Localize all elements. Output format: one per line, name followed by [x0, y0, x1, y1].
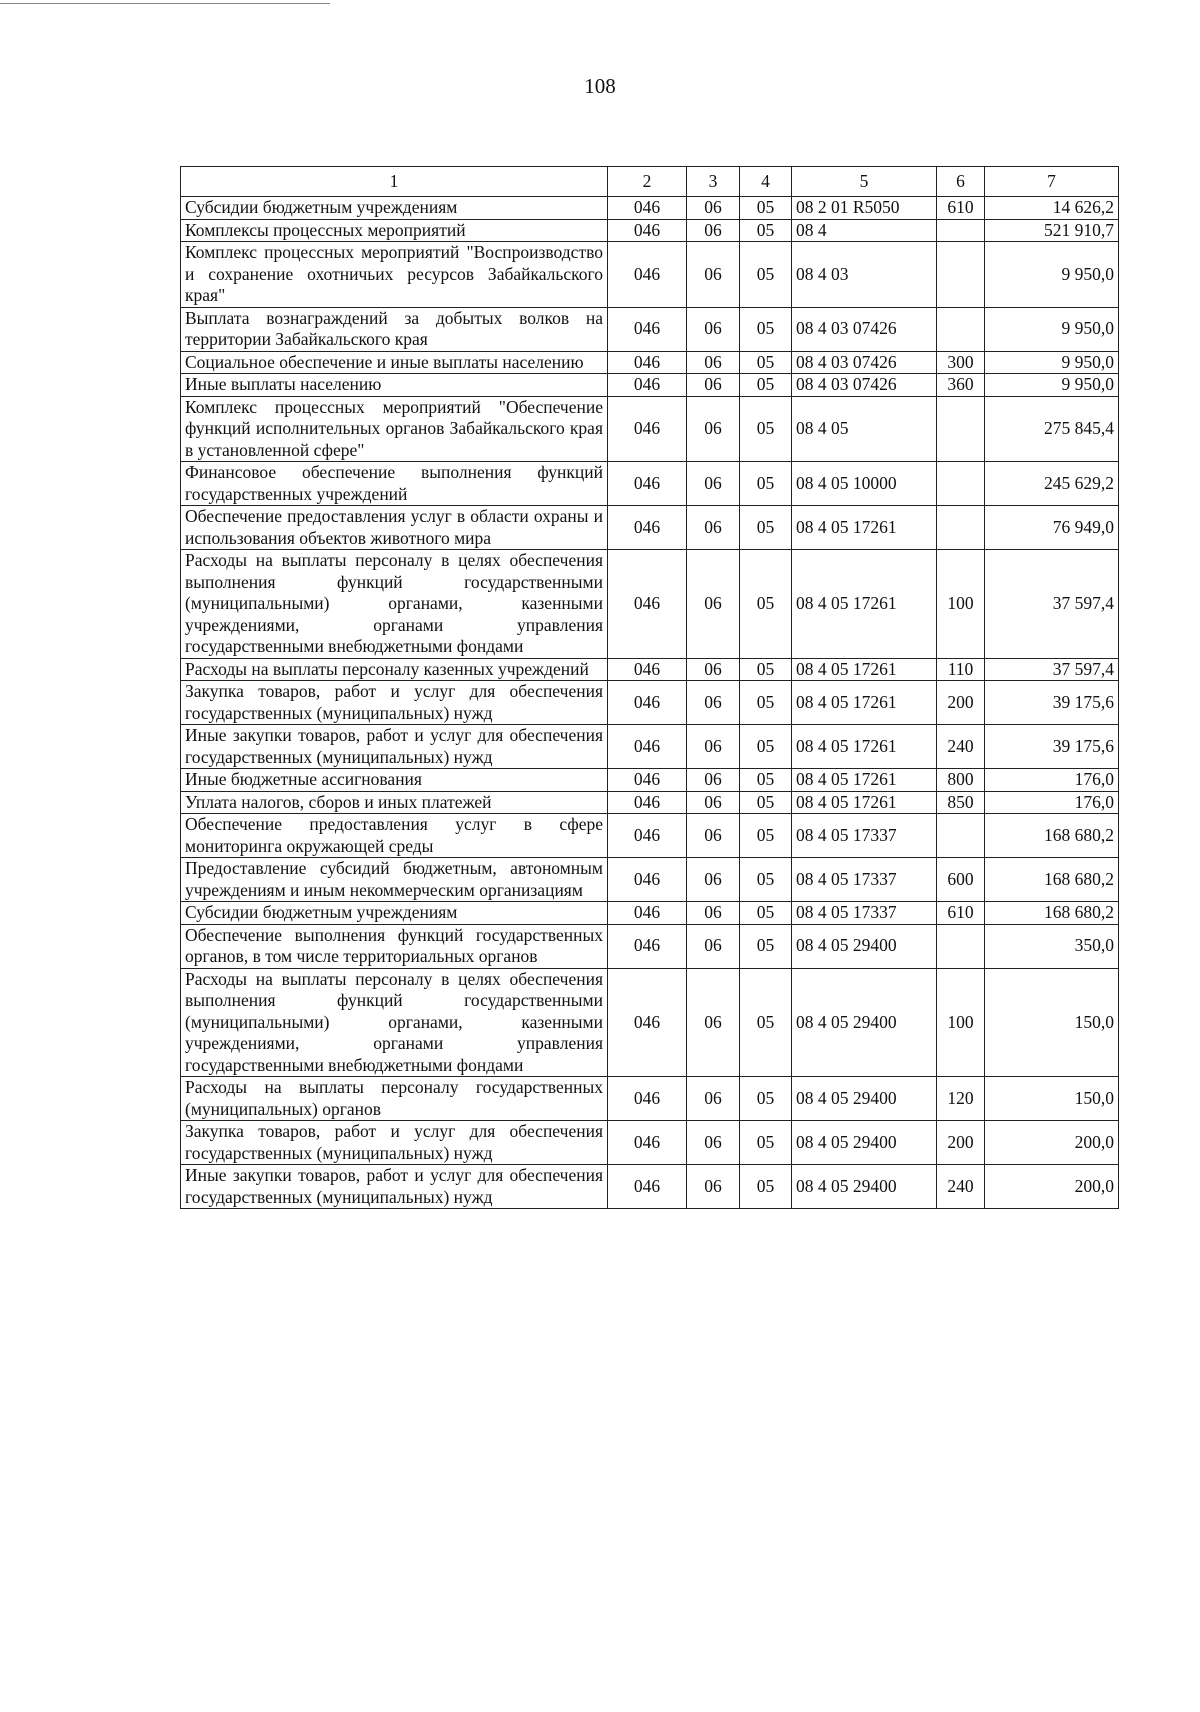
row-subsection-cell: 05 [740, 462, 792, 506]
row-name-cell: Финансовое обеспечение выполнения функций государственных учреждений [181, 462, 608, 506]
row-target-article-cell: 08 4 05 17337 [792, 858, 937, 902]
row-target-article-cell: 08 4 05 17261 [792, 506, 937, 550]
row-admin-code-cell: 046 [608, 814, 687, 858]
row-target-article-cell: 08 4 05 17261 [792, 658, 937, 681]
row-expense-type-cell [937, 219, 985, 242]
table-row [181, 462, 1119, 506]
row-target-article-cell: 08 4 05 29400 [792, 1165, 937, 1209]
table-row [181, 814, 1119, 858]
table-row [181, 1121, 1119, 1165]
row-name-cell: Обеспечение выполнения функций государственных органов, в том числе территориальных органов [181, 924, 608, 968]
row-expense-type-cell [937, 462, 985, 506]
row-subsection-cell: 05 [740, 550, 792, 659]
row-target-article-cell: 08 2 01 R5050 [792, 197, 937, 220]
table-row [181, 924, 1119, 968]
row-amount-cell: 245 629,2 [985, 462, 1119, 506]
row-section-cell: 06 [687, 858, 740, 902]
table-row [181, 506, 1119, 550]
row-section-cell: 06 [687, 725, 740, 769]
table-row [181, 791, 1119, 814]
row-admin-code-cell: 046 [608, 902, 687, 925]
row-target-article-cell: 08 4 05 17261 [792, 769, 937, 792]
header-cell-4: 4 [740, 167, 792, 197]
row-subsection-cell: 05 [740, 924, 792, 968]
row-target-article-cell: 08 4 05 10000 [792, 462, 937, 506]
row-expense-type-cell: 610 [937, 902, 985, 925]
row-name-cell: Расходы на выплаты персоналу государственных (муниципальных) органов [181, 1077, 608, 1121]
row-section-cell: 06 [687, 197, 740, 220]
row-amount-cell: 350,0 [985, 924, 1119, 968]
row-target-article-cell: 08 4 03 07426 [792, 374, 937, 397]
row-target-article-cell: 08 4 03 07426 [792, 307, 937, 351]
row-name-cell: Комплексы процессных мероприятий [181, 219, 608, 242]
row-amount-cell: 9 950,0 [985, 242, 1119, 308]
row-amount-cell: 37 597,4 [985, 550, 1119, 659]
row-admin-code-cell: 046 [608, 858, 687, 902]
row-amount-cell: 9 950,0 [985, 374, 1119, 397]
row-subsection-cell: 05 [740, 1121, 792, 1165]
row-subsection-cell: 05 [740, 307, 792, 351]
row-subsection-cell: 05 [740, 197, 792, 220]
row-name-cell: Выплата вознаграждений за добытых волков на территории Забайкальского края [181, 307, 608, 351]
row-subsection-cell: 05 [740, 968, 792, 1077]
row-subsection-cell: 05 [740, 791, 792, 814]
row-subsection-cell: 05 [740, 658, 792, 681]
row-section-cell: 06 [687, 814, 740, 858]
row-expense-type-cell [937, 307, 985, 351]
header-cell-1: 1 [181, 167, 608, 197]
row-name-cell: Субсидии бюджетным учреждениям [181, 902, 608, 925]
row-amount-cell: 176,0 [985, 791, 1119, 814]
row-admin-code-cell: 046 [608, 1165, 687, 1209]
row-name-cell: Иные закупки товаров, работ и услуг для обеспечения государственных (муниципальных) нужд [181, 1165, 608, 1209]
row-section-cell: 06 [687, 1077, 740, 1121]
row-admin-code-cell: 046 [608, 924, 687, 968]
row-section-cell: 06 [687, 769, 740, 792]
row-expense-type-cell [937, 396, 985, 462]
row-expense-type-cell: 120 [937, 1077, 985, 1121]
row-name-cell: Иные бюджетные ассигнования [181, 769, 608, 792]
row-amount-cell: 39 175,6 [985, 725, 1119, 769]
row-admin-code-cell: 046 [608, 374, 687, 397]
row-subsection-cell: 05 [740, 769, 792, 792]
row-subsection-cell: 05 [740, 242, 792, 308]
row-section-cell: 06 [687, 307, 740, 351]
row-subsection-cell: 05 [740, 725, 792, 769]
table-row [181, 197, 1119, 220]
row-expense-type-cell [937, 242, 985, 308]
budget-table [180, 166, 1119, 1209]
row-target-article-cell: 08 4 03 [792, 242, 937, 308]
row-admin-code-cell: 046 [608, 769, 687, 792]
row-admin-code-cell: 046 [608, 307, 687, 351]
row-expense-type-cell [937, 506, 985, 550]
row-amount-cell: 521 910,7 [985, 219, 1119, 242]
row-admin-code-cell: 046 [608, 462, 687, 506]
row-section-cell: 06 [687, 374, 740, 397]
row-subsection-cell: 05 [740, 1165, 792, 1209]
row-amount-cell: 9 950,0 [985, 307, 1119, 351]
row-expense-type-cell: 200 [937, 1121, 985, 1165]
row-section-cell: 06 [687, 1121, 740, 1165]
row-expense-type-cell: 100 [937, 968, 985, 1077]
table-row [181, 396, 1119, 462]
header-cell-6: 6 [937, 167, 985, 197]
row-admin-code-cell: 046 [608, 681, 687, 725]
table-row [181, 858, 1119, 902]
row-admin-code-cell: 046 [608, 351, 687, 374]
row-name-cell: Субсидии бюджетным учреждениям [181, 197, 608, 220]
row-section-cell: 06 [687, 550, 740, 659]
table-row [181, 219, 1119, 242]
row-section-cell: 06 [687, 242, 740, 308]
row-target-article-cell: 08 4 [792, 219, 937, 242]
row-subsection-cell: 05 [740, 814, 792, 858]
row-expense-type-cell: 610 [937, 197, 985, 220]
row-section-cell: 06 [687, 924, 740, 968]
row-subsection-cell: 05 [740, 219, 792, 242]
row-amount-cell: 168 680,2 [985, 902, 1119, 925]
row-amount-cell: 176,0 [985, 769, 1119, 792]
row-expense-type-cell [937, 924, 985, 968]
row-target-article-cell: 08 4 05 17261 [792, 725, 937, 769]
row-target-article-cell: 08 4 05 17337 [792, 902, 937, 925]
row-name-cell: Расходы на выплаты персоналу в целях обеспечения выполнения функций государственными (муниципальными) органами, казенными учреждениями, органами управления государственными внебюджетными фондами [181, 968, 608, 1077]
row-target-article-cell: 08 4 03 07426 [792, 351, 937, 374]
row-amount-cell: 275 845,4 [985, 396, 1119, 462]
row-amount-cell: 150,0 [985, 1077, 1119, 1121]
row-target-article-cell: 08 4 05 [792, 396, 937, 462]
row-section-cell: 06 [687, 902, 740, 925]
row-section-cell: 06 [687, 396, 740, 462]
row-target-article-cell: 08 4 05 17261 [792, 681, 937, 725]
row-subsection-cell: 05 [740, 506, 792, 550]
table-row [181, 902, 1119, 925]
header-cell-5: 5 [792, 167, 937, 197]
row-amount-cell: 14 626,2 [985, 197, 1119, 220]
row-admin-code-cell: 046 [608, 242, 687, 308]
row-expense-type-cell: 800 [937, 769, 985, 792]
row-name-cell: Социальное обеспечение и иные выплаты населению [181, 351, 608, 374]
row-target-article-cell: 08 4 05 17337 [792, 814, 937, 858]
row-target-article-cell: 08 4 05 29400 [792, 968, 937, 1077]
row-amount-cell: 37 597,4 [985, 658, 1119, 681]
page-number: 108 [584, 74, 616, 98]
row-amount-cell: 39 175,6 [985, 681, 1119, 725]
row-amount-cell: 76 949,0 [985, 506, 1119, 550]
header-cell-7: 7 [985, 167, 1119, 197]
row-subsection-cell: 05 [740, 858, 792, 902]
row-subsection-cell: 05 [740, 902, 792, 925]
budget-table-body [181, 167, 1119, 1209]
row-admin-code-cell: 046 [608, 197, 687, 220]
row-amount-cell: 200,0 [985, 1121, 1119, 1165]
row-name-cell: Предоставление субсидий бюджетным, автономным учреждениям и иным некоммерческим организациям [181, 858, 608, 902]
row-subsection-cell: 05 [740, 396, 792, 462]
row-target-article-cell: 08 4 05 17261 [792, 550, 937, 659]
table-row [181, 658, 1119, 681]
row-target-article-cell: 08 4 05 29400 [792, 1121, 937, 1165]
row-expense-type-cell: 240 [937, 1165, 985, 1209]
row-name-cell: Иные закупки товаров, работ и услуг для обеспечения государственных (муниципальных) нужд [181, 725, 608, 769]
row-section-cell: 06 [687, 462, 740, 506]
row-target-article-cell: 08 4 05 17261 [792, 791, 937, 814]
row-section-cell: 06 [687, 791, 740, 814]
row-admin-code-cell: 046 [608, 550, 687, 659]
row-expense-type-cell: 360 [937, 374, 985, 397]
row-expense-type-cell: 300 [937, 351, 985, 374]
row-expense-type-cell: 240 [937, 725, 985, 769]
row-section-cell: 06 [687, 506, 740, 550]
row-admin-code-cell: 046 [608, 968, 687, 1077]
row-amount-cell: 150,0 [985, 968, 1119, 1077]
row-amount-cell: 168 680,2 [985, 814, 1119, 858]
row-expense-type-cell: 110 [937, 658, 985, 681]
row-admin-code-cell: 046 [608, 506, 687, 550]
row-section-cell: 06 [687, 658, 740, 681]
row-name-cell: Расходы на выплаты персоналу казенных учреждений [181, 658, 608, 681]
row-amount-cell: 9 950,0 [985, 351, 1119, 374]
row-expense-type-cell: 100 [937, 550, 985, 659]
row-amount-cell: 168 680,2 [985, 858, 1119, 902]
row-expense-type-cell: 200 [937, 681, 985, 725]
row-section-cell: 06 [687, 351, 740, 374]
row-section-cell: 06 [687, 219, 740, 242]
table-row [181, 1077, 1119, 1121]
table-row [181, 968, 1119, 1077]
table-row [181, 1165, 1119, 1209]
table-row [181, 550, 1119, 659]
row-subsection-cell: 05 [740, 351, 792, 374]
row-name-cell: Иные выплаты населению [181, 374, 608, 397]
row-name-cell: Обеспечение предоставления услуг в сфере мониторинга окружающей среды [181, 814, 608, 858]
row-subsection-cell: 05 [740, 374, 792, 397]
row-section-cell: 06 [687, 1165, 740, 1209]
table-row [181, 681, 1119, 725]
top-edge-rule [0, 3, 330, 4]
row-name-cell: Закупка товаров, работ и услуг для обеспечения государственных (муниципальных) нужд [181, 1121, 608, 1165]
row-admin-code-cell: 046 [608, 396, 687, 462]
table-row [181, 242, 1119, 308]
row-name-cell: Закупка товаров, работ и услуг для обеспечения государственных (муниципальных) нужд [181, 681, 608, 725]
row-admin-code-cell: 046 [608, 658, 687, 681]
row-expense-type-cell: 850 [937, 791, 985, 814]
row-name-cell: Расходы на выплаты персоналу в целях обеспечения выполнения функций государственными (муниципальными) органами, казенными учреждениями, органами управления государственными внебюджетными фондами [181, 550, 608, 659]
row-target-article-cell: 08 4 05 29400 [792, 924, 937, 968]
table-row [181, 725, 1119, 769]
row-name-cell: Обеспечение предоставления услуг в области охраны и использования объектов животного мира [181, 506, 608, 550]
row-admin-code-cell: 046 [608, 1077, 687, 1121]
row-subsection-cell: 05 [740, 681, 792, 725]
header-cell-2: 2 [608, 167, 687, 197]
row-name-cell: Комплекс процессных мероприятий "Обеспечение функций исполнительных органов Забайкальского края в установленной сфере" [181, 396, 608, 462]
row-subsection-cell: 05 [740, 1077, 792, 1121]
row-admin-code-cell: 046 [608, 1121, 687, 1165]
row-expense-type-cell [937, 814, 985, 858]
table-row [181, 351, 1119, 374]
row-name-cell: Уплата налогов, сборов и иных платежей [181, 791, 608, 814]
header-cell-3: 3 [687, 167, 740, 197]
table-row [181, 307, 1119, 351]
row-admin-code-cell: 046 [608, 219, 687, 242]
row-name-cell: Комплекс процессных мероприятий "Воспроизводство и сохранение охотничьих ресурсов Забайкальского края" [181, 242, 608, 308]
row-section-cell: 06 [687, 681, 740, 725]
table-row [181, 374, 1119, 397]
row-target-article-cell: 08 4 05 29400 [792, 1077, 937, 1121]
row-section-cell: 06 [687, 968, 740, 1077]
table-row [181, 769, 1119, 792]
row-admin-code-cell: 046 [608, 725, 687, 769]
row-expense-type-cell: 600 [937, 858, 985, 902]
row-amount-cell: 200,0 [985, 1165, 1119, 1209]
row-admin-code-cell: 046 [608, 791, 687, 814]
header-row [181, 167, 1119, 197]
